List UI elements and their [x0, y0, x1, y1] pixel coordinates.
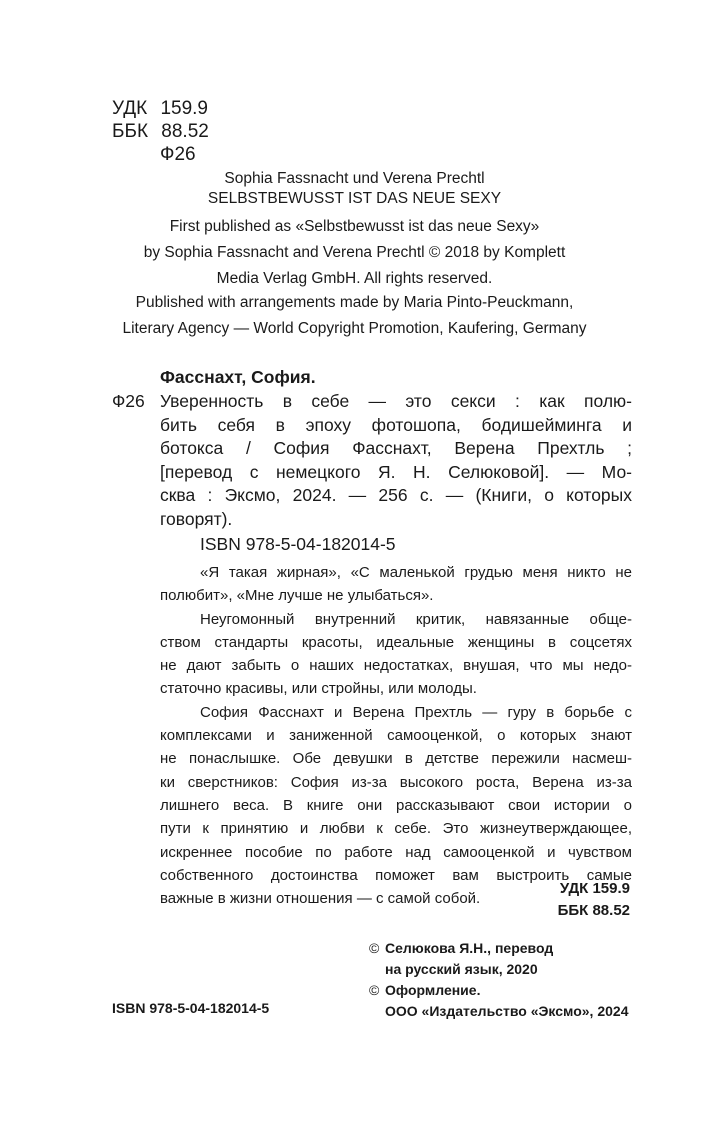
- design-line2: ООО «Издательство «Эксмо», 2024: [385, 1003, 629, 1019]
- udk-line: [112, 97, 208, 121]
- udk-label: УДК: [112, 98, 148, 119]
- annotation-line: пути к принятию и любви к себе. Это жизнеутверждающее,: [160, 820, 632, 838]
- udk-value: 159.9: [160, 98, 208, 119]
- annotation-line: лишнего веса. В книге они рассказывают свои истории о: [160, 796, 632, 814]
- annotation-line: Неугомонный внутренний критик, навязанные обще-: [200, 610, 632, 628]
- annotation-line: ки сверстников: София из-за высокого роста, Верена из-за: [160, 773, 632, 791]
- bottom-bbk: ББК 88.52: [557, 902, 630, 919]
- publication-note: [0, 214, 709, 292]
- annotation-line: София Фасснахт и Верена Прехтль — гуру в борьбе с: [200, 703, 632, 721]
- bottom-udk: УДК 159.9: [559, 880, 630, 897]
- annotation-line: не понаслышке. Обе девушки в детстве пережили насмеш-: [160, 750, 632, 768]
- description-line: ботокса / София Фасснахт, Верена Прехтль ;: [160, 438, 632, 459]
- annotation-line: «Я такая жирная», «С маленькой грудью меня никто не: [200, 564, 632, 581]
- annotation-line: полюбит», «Мне лучше не улыбаться».: [160, 587, 434, 605]
- original-authors: Sophia Fassnacht und Verena Prechtl: [224, 170, 485, 187]
- author-sign: Ф26: [160, 144, 196, 165]
- annotation-line: собственного достоинства поможет вам выстроить самые: [160, 866, 632, 884]
- agency-line: Literary Agency — World Copyright Promotion, Kaufering, Germany: [122, 320, 587, 337]
- annotation-line: ством стандарты красоты, идеальные женщины в соцсетях: [160, 633, 632, 651]
- publication-line: by Sophia Fassnacht and Verena Prechtl © 2018 by Komplett: [143, 244, 566, 261]
- original-title: SELBSTBEWUSST IST DAS NEUE SEXY: [207, 190, 502, 207]
- publication-line: Media Verlag GmbH. All rights reserved.: [216, 270, 493, 287]
- record-isbn: ISBN 978-5-04-182014-5: [200, 534, 396, 554]
- copyright-block: [369, 938, 628, 1022]
- record-sign: Ф26: [112, 391, 145, 411]
- annotation-line: не дают забыть о наших недостатках, внушая, что мы недо-: [160, 657, 632, 675]
- annotation-line: статочно красивы, или стройны, или молоды.: [160, 680, 477, 698]
- annotation-line: комплексами и заниженной самооценкой, о которых знают: [160, 727, 632, 745]
- bottom-classification: [500, 878, 630, 922]
- annotation-line: важные в жизни отношения — с самой собой.: [160, 890, 481, 908]
- description-line: Уверенность в себе — это секси : как полю-: [160, 391, 632, 411]
- bbk-line: [112, 120, 209, 144]
- description-line: говорят).: [160, 508, 233, 529]
- copyright-symbol: ©: [369, 940, 380, 956]
- description-line: бить себя в эпоху фотошопа, бодишейминга и: [160, 414, 632, 435]
- footer-isbn: ISBN 978-5-04-182014-5: [112, 1000, 270, 1016]
- agency-line: Published with arrangements made by Maria Pinto-Peuckmann,: [135, 294, 574, 311]
- annotation: [160, 561, 632, 910]
- translation-line1: Селюкова Я.Н., перевод: [385, 940, 554, 956]
- description-line: сква : Эксмо, 2024. — 256 с. — (Книги, о которых: [160, 485, 632, 506]
- annotation-line: искреннее пособие по работе над самооценкой и чувством: [160, 843, 632, 861]
- bbk-label: ББК: [112, 121, 149, 142]
- description-line: [перевод с немецкого Я. Н. Селюковой]. — Мо-: [160, 461, 632, 482]
- design-line1: Оформление.: [385, 982, 481, 998]
- bbk-value: 88.52: [161, 121, 209, 142]
- copyright-design: [369, 980, 628, 1001]
- agency-note: [0, 290, 709, 342]
- copyright-symbol: ©: [369, 982, 380, 998]
- record-author-heading: Фасснахт, София.: [160, 367, 316, 387]
- record-description: [160, 390, 632, 532]
- publication-line: First published as «Selbstbewusst ist das neue Sexy»: [169, 218, 540, 235]
- translation-line2: на русский язык, 2020: [385, 961, 538, 977]
- copyright-translation: [369, 938, 628, 959]
